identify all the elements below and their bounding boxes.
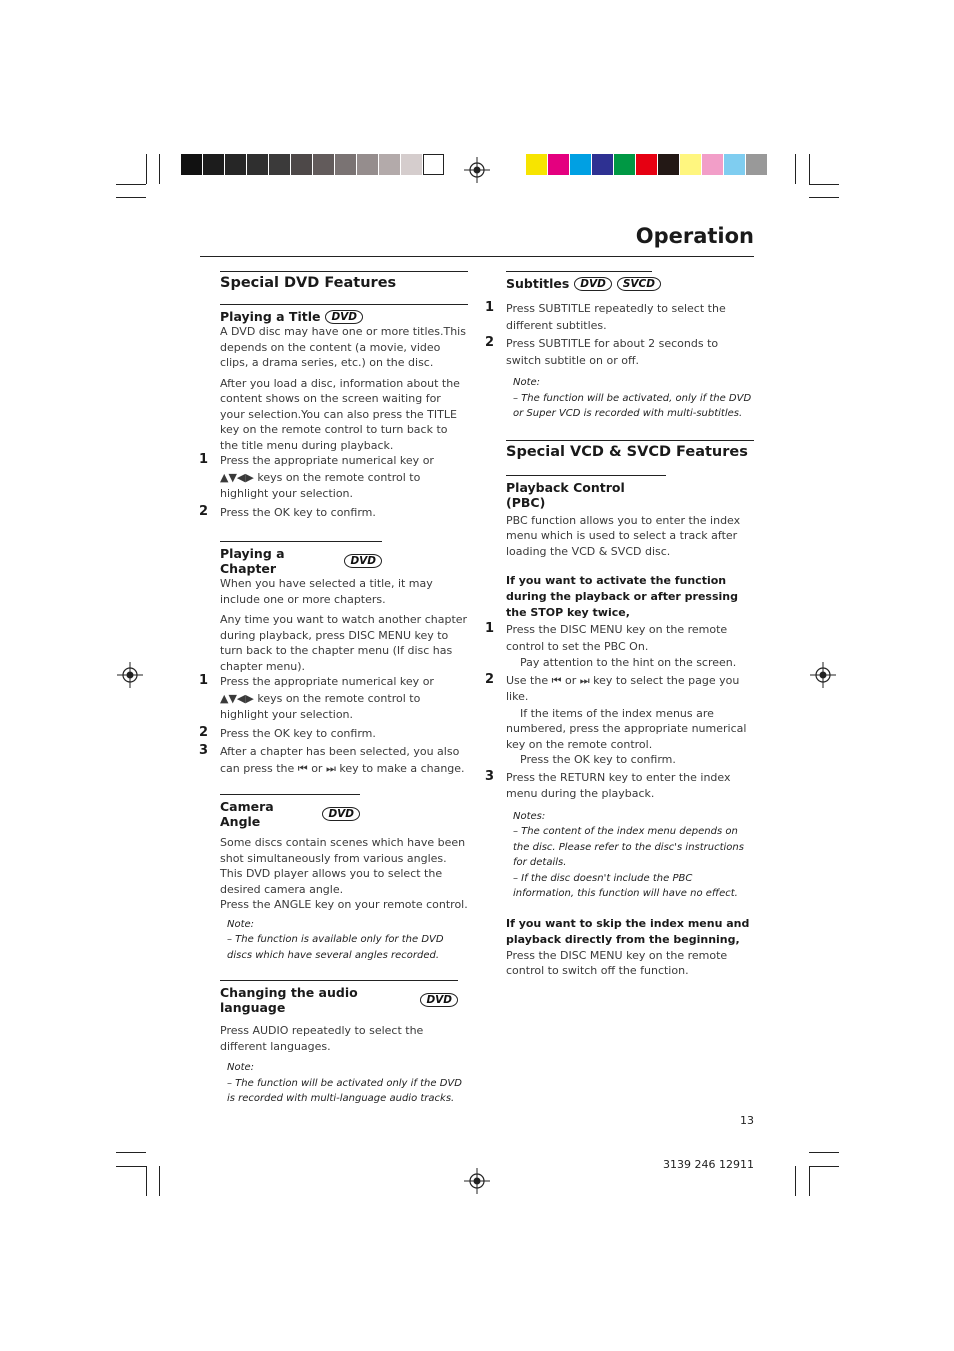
note-text: – The content of the index menu depends on the disc. Please refer to the disc's instructions for details.	[513, 826, 744, 868]
note-label: Note:	[227, 918, 255, 930]
step-number: 1	[199, 452, 209, 467]
step	[485, 335, 754, 369]
color-swatch	[401, 154, 422, 175]
note-label: Notes:	[513, 810, 546, 822]
step-number: 3	[485, 768, 495, 784]
dvd-badge-icon: DVD	[322, 807, 360, 821]
color-swatch	[570, 154, 591, 175]
title-rule	[200, 256, 754, 257]
step	[199, 503, 468, 522]
section-title: Special DVD Features	[220, 271, 468, 291]
color-swatch	[335, 154, 356, 175]
paragraph: Any time you want to watch another chapter during playback, press DISC MENU key to turn back to the chapter menu (If disc has chapter menu).	[220, 613, 468, 673]
paragraph: When you have selected a title, it may include one or more chapters.	[220, 577, 433, 606]
step-text: Press the OK key to confirm.	[220, 505, 376, 519]
crop-mark	[146, 154, 147, 184]
color-swatch	[614, 154, 635, 175]
grayscale-calibration-bar	[181, 154, 445, 175]
color-swatch	[313, 154, 334, 175]
registration-mark-icon	[810, 662, 836, 688]
dvd-badge-icon: DVD	[420, 993, 458, 1007]
step-detail: If the items of the index menus are numbered, press the appropriate numerical key on the remote control.	[506, 706, 750, 751]
page-number: 13	[740, 1114, 754, 1127]
paragraph: After you load a disc, information about the content shows on the screen waiting for your selection.You can also press the TITLE key on the remote control to turn back to the title menu during playback.	[220, 376, 460, 452]
step	[199, 743, 468, 777]
color-swatch	[658, 154, 679, 175]
crop-mark	[809, 184, 839, 185]
step-detail: Pay attention to the hint on the screen.	[506, 656, 737, 669]
step-text: Press SUBTITLE repeatedly to select the different subtitles.	[506, 302, 726, 332]
color-swatch	[203, 154, 224, 175]
step-number: 2	[485, 671, 495, 687]
crop-mark	[809, 154, 810, 184]
step-number: 2	[199, 724, 209, 740]
dvd-badge-icon: DVD	[325, 310, 363, 324]
step-text: Press the OK key to confirm.	[220, 726, 376, 740]
color-swatch	[636, 154, 657, 175]
page-title: Operation	[635, 224, 754, 248]
crop-mark	[116, 1152, 146, 1153]
paragraph: PBC function allows you to enter the index menu which is used to select a track after loading the VCD & SVCD disc.	[506, 513, 741, 558]
step-text: Press the DISC MENU key on the remote control to set the PBC On.	[506, 623, 728, 653]
crop-mark	[116, 197, 146, 198]
step-text: Press the appropriate numerical key or ▲▼◀▶ keys on the remote control to highlight your selection.	[220, 675, 434, 721]
color-swatch	[225, 154, 246, 175]
left-column	[199, 271, 468, 1107]
note-text: – The function will be activated only if the DVD is recorded with multi-language audio tracks.	[227, 1077, 462, 1104]
paragraph: A DVD disc may have one or more titles.This depends on the content (a movie, video clips, a drama series, etc.) on the disc.	[220, 325, 466, 369]
step-text: Use the ⏮ or ⏭ key to select the page you like.	[506, 673, 740, 703]
paragraph: This DVD player allows you to select the desired camera angle.	[220, 867, 443, 896]
right-column	[485, 271, 754, 979]
bold-paragraph: If you want to activate the function during the playback or after pressing the STOP key twice,	[506, 574, 738, 619]
color-swatch	[357, 154, 378, 175]
document-code: 3139 246 12911	[663, 1158, 754, 1171]
step	[199, 452, 468, 503]
step-text: After a chapter has been selected, you also can press the ⏮ or ⏭ key to make a change.	[220, 745, 465, 775]
svcd-badge-icon: SVCD	[617, 277, 661, 291]
color-swatch	[181, 154, 202, 175]
step	[485, 768, 754, 803]
registration-mark-icon	[117, 662, 143, 688]
crop-mark	[795, 154, 796, 184]
step	[199, 673, 468, 724]
note-text: – If the disc doesn't include the PBC information, this function will have no effect.	[513, 872, 738, 899]
color-swatch	[746, 154, 767, 175]
note-label: Note:	[227, 1062, 255, 1073]
color-swatch	[291, 154, 312, 175]
color-swatch	[548, 154, 569, 175]
color-swatch	[247, 154, 268, 175]
color-swatch	[526, 154, 547, 175]
subsection-title-text: Playing a Title	[220, 309, 321, 324]
color-swatch	[724, 154, 745, 175]
section-title: Special VCD & SVCD Features	[506, 440, 754, 460]
crop-mark	[809, 197, 839, 198]
subsection-title-text: Playing a Chapter	[220, 546, 285, 576]
subsection-title	[220, 794, 360, 829]
note-text: – The function is available only for the DVD discs which have several angles recorded.	[227, 934, 444, 961]
step-text: Press the RETURN key to enter the index menu during the playback.	[506, 770, 731, 800]
step-text: Press SUBTITLE for about 2 seconds to switch subtitle on or off.	[506, 337, 719, 367]
subsection-title	[220, 304, 468, 324]
subsection-title	[506, 271, 655, 291]
crop-mark	[809, 1166, 839, 1167]
subsection-title-text: Playback Control (PBC)	[506, 479, 625, 510]
crop-mark	[116, 1166, 146, 1167]
subsection-title-text: Changing the audio language	[220, 985, 358, 1015]
crop-mark	[795, 1166, 796, 1196]
subsection-title	[220, 980, 458, 1015]
subsection-title-text: Subtitles	[506, 276, 570, 291]
dvd-badge-icon: DVD	[574, 277, 612, 291]
color-swatch	[269, 154, 290, 175]
registration-mark-icon	[464, 1168, 490, 1194]
subsection-title-text: Camera Angle	[220, 799, 274, 829]
color-swatch	[592, 154, 613, 175]
step-number: 2	[485, 335, 495, 350]
step-number: 1	[485, 300, 495, 315]
color-swatch	[702, 154, 723, 175]
step-text: Press the appropriate numerical key or ▲▼◀▶ keys on the remote control to highlight your selection.	[220, 454, 434, 500]
step	[199, 724, 468, 743]
subsection-title	[220, 541, 382, 576]
dvd-badge-icon: DVD	[344, 554, 382, 568]
bold-paragraph: If you want to skip the index menu and playback directly from the beginning,	[506, 916, 750, 946]
registration-mark-icon	[464, 157, 490, 183]
note-label: Note:	[513, 377, 541, 388]
crop-mark	[116, 184, 146, 185]
crop-mark	[146, 1166, 147, 1196]
color-calibration-bar	[526, 154, 768, 175]
step-detail: Press the OK key to confirm.	[506, 753, 676, 766]
paragraph: Press the DISC MENU key on the remote control to switch off the function.	[506, 948, 728, 977]
step-number: 1	[485, 621, 495, 636]
subsection-title	[506, 475, 666, 510]
paragraph: Some discs contain scenes which have been shot simultaneously from various angles.	[220, 836, 466, 865]
step-number: 1	[199, 673, 209, 688]
crop-mark	[809, 1166, 810, 1196]
step	[485, 671, 754, 706]
crop-mark	[809, 1152, 839, 1153]
color-swatch	[680, 154, 701, 175]
note-text: – The function will be activated, only if the DVD or Super VCD is recorded with multi-subtitles.	[513, 392, 752, 419]
paragraph: Press the ANGLE key on your remote control.	[220, 898, 468, 911]
step-number: 2	[199, 503, 209, 519]
step-number: 3	[199, 743, 209, 758]
paragraph: Press AUDIO repeatedly to select the different languages.	[220, 1024, 424, 1053]
step	[485, 300, 754, 334]
crop-mark	[159, 154, 160, 184]
crop-mark	[159, 1166, 160, 1196]
step	[485, 621, 754, 655]
color-swatch	[379, 154, 400, 175]
color-swatch	[423, 154, 444, 175]
